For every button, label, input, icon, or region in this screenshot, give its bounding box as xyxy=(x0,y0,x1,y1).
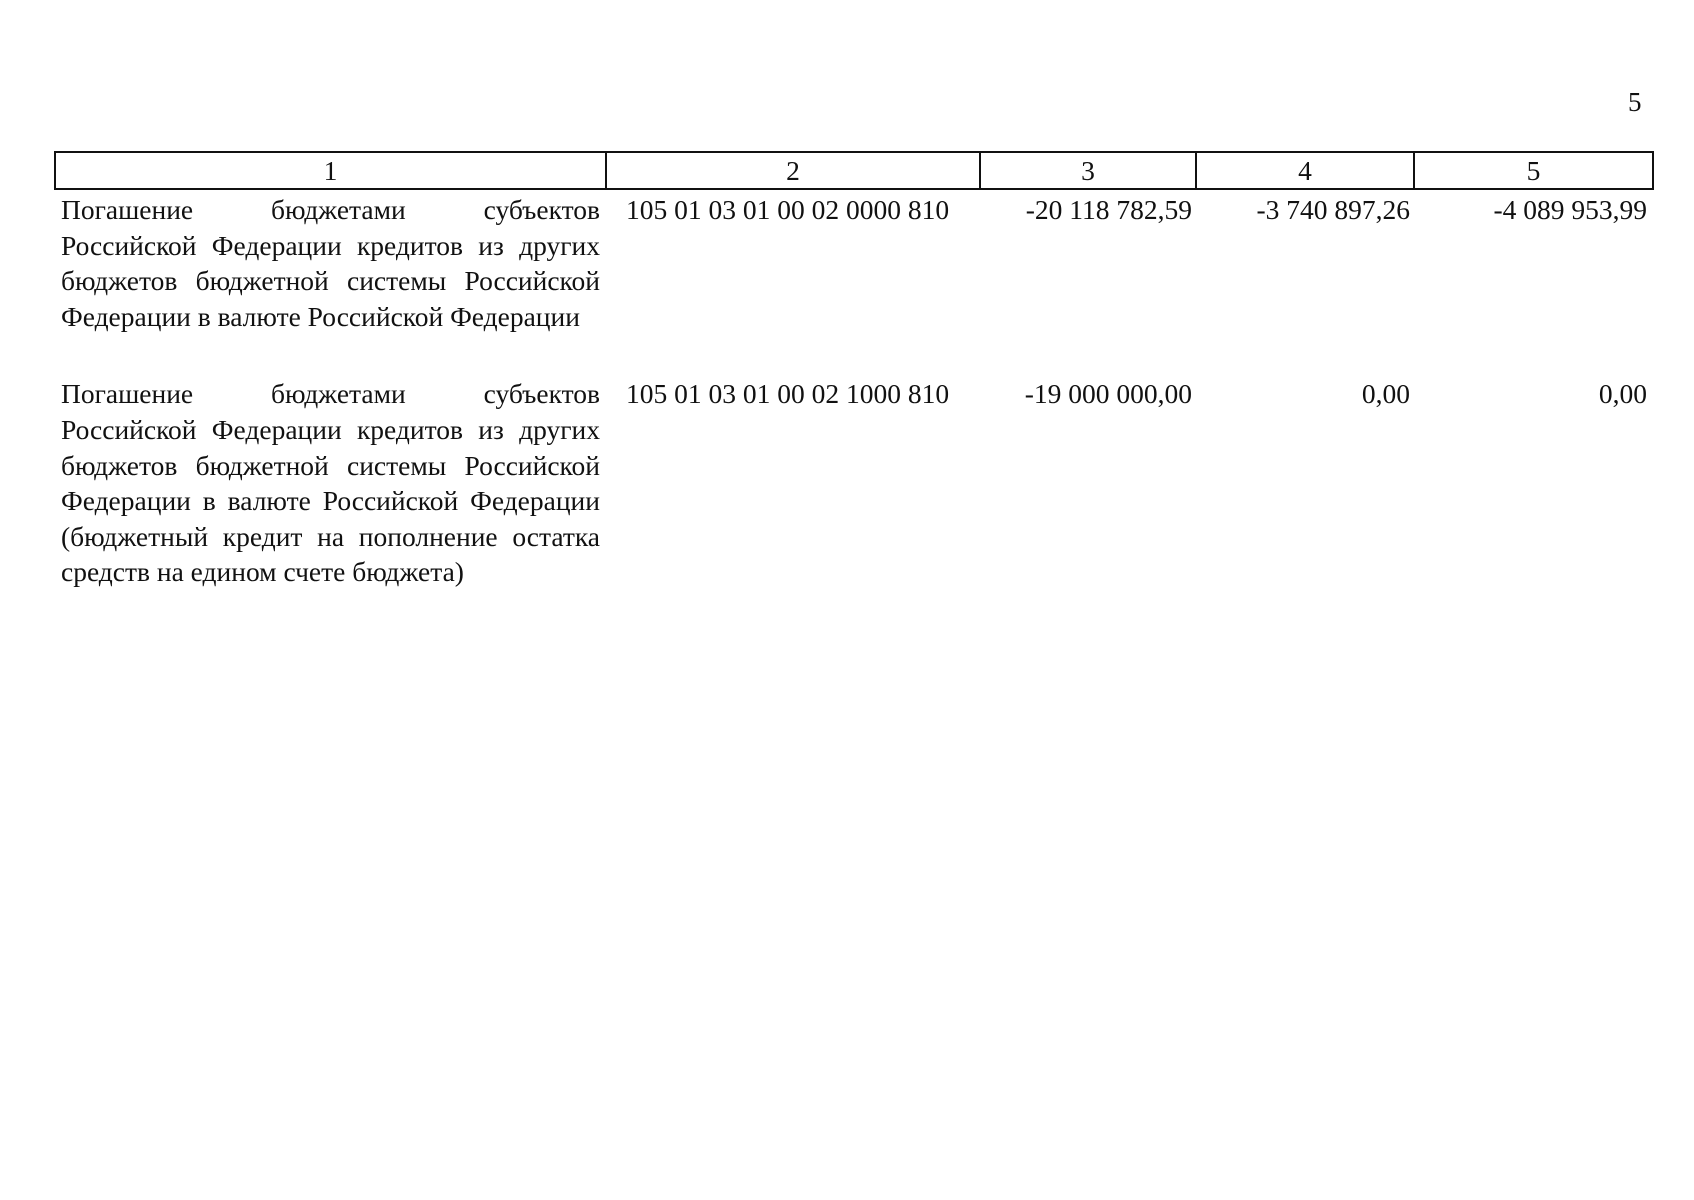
row-value-col4: 0,00 xyxy=(1361,378,1410,410)
header-col-5: 5 xyxy=(1414,152,1653,189)
row-value-col4: -3 740 897,26 xyxy=(1256,194,1410,225)
budget-table xyxy=(54,151,1654,590)
page-number: 5 xyxy=(1628,87,1642,117)
row-value-col3: -20 118 782,59 xyxy=(1025,194,1192,225)
row-name: Погашение бюджетами субъектов Российской Федерации кредитов из других бюджетов бюджетной системы Российской Федерации в валюте Российской Федерации xyxy=(61,194,600,332)
row-value-col5: 0,00 xyxy=(1598,378,1647,410)
header-col-3: 3 xyxy=(980,152,1196,189)
table-row xyxy=(55,189,1653,334)
table-header xyxy=(55,152,1653,189)
table-body xyxy=(55,189,1653,590)
row-code: 105 01 03 01 00 02 1000 810 xyxy=(626,378,950,410)
header-col-2: 2 xyxy=(606,152,980,189)
header-row xyxy=(55,152,1653,189)
row-value-col3: -19 000 000,00 xyxy=(1024,378,1192,410)
row-value-col5: -4 089 953,99 xyxy=(1493,194,1647,225)
table-row xyxy=(55,334,1653,590)
header-col-4: 4 xyxy=(1196,152,1414,189)
row-code: 105 01 03 01 00 02 0000 810 xyxy=(626,194,950,225)
header-col-1: 1 xyxy=(55,152,606,189)
row-name: Погашение бюджетами субъектов Российской Федерации кредитов из других бюджетов бюджетной системы Российской Федерации в валюте Российской Федерации (бюджетный кредит на пополнение остатка средств на едином счете бюджета) xyxy=(61,378,600,588)
